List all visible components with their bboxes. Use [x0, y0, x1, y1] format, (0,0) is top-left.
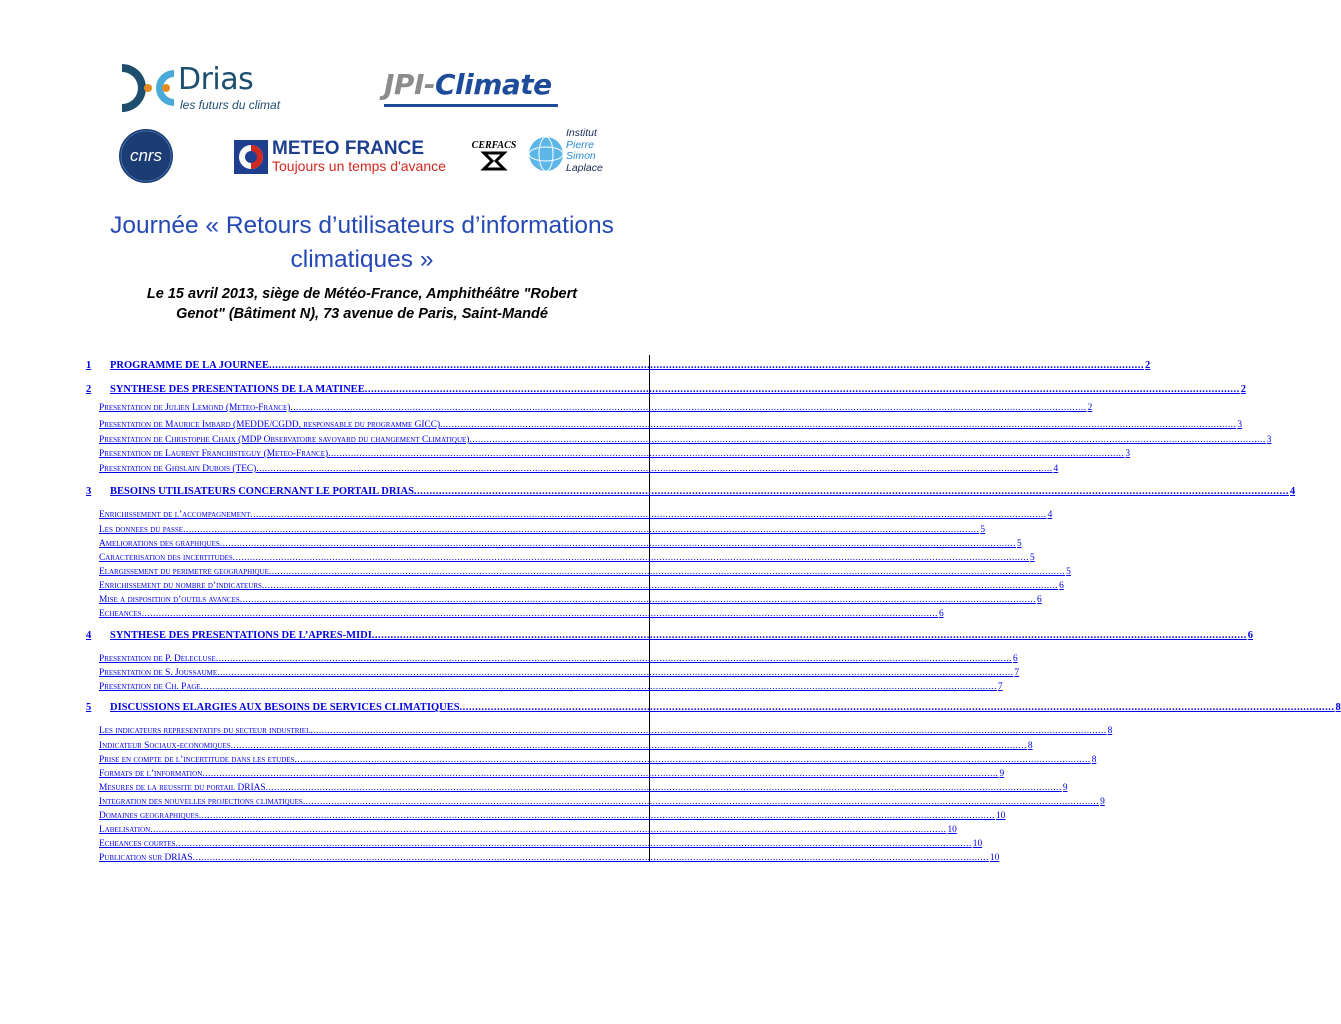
page-subtitle-line1: Le 15 avril 2013, siège de Météo-France, Amphithéâtre "Robert — [146, 286, 578, 302]
toc-section-number: 1 — [86, 360, 92, 371]
toc-subsection-link[interactable] — [86, 668, 1020, 678]
toc-dot-leader — [240, 595, 1036, 605]
toc-dot-leader — [303, 797, 1099, 807]
toc-subsection-link[interactable] — [86, 755, 1097, 765]
toc-page-number: 4 — [1047, 510, 1053, 520]
toc-subsection-link[interactable] — [86, 797, 1105, 807]
toc-subsection-link[interactable] — [86, 825, 957, 835]
toc-dot-leader — [269, 567, 1065, 577]
toc-dot-leader — [328, 449, 1124, 459]
toc-entry-title: Presentation de Maurice Imbard (MEDDE/CGDD, responsable du programme GICC) — [99, 420, 441, 430]
toc-dot-leader — [294, 755, 1090, 765]
toc-entry-title: Prise en compte de l’incertitude dans les etudes — [99, 755, 295, 765]
toc-dot-leader — [469, 435, 1265, 445]
toc-dot-leader — [220, 539, 1016, 549]
toc-page-number: 6 — [1059, 581, 1064, 591]
ipsl-logo — [528, 128, 624, 180]
toc-dot-leader — [262, 581, 1058, 591]
toc-section-number: 2 — [86, 384, 92, 395]
toc-subsection-link[interactable] — [86, 839, 983, 849]
toc-subsection-link[interactable] — [86, 783, 1068, 793]
drias-logo — [118, 60, 281, 116]
page-subtitle — [62, 284, 662, 324]
toc-subsection-link[interactable] — [86, 449, 1131, 459]
toc-page-number: 10 — [995, 811, 1006, 821]
toc-entry-title: Labelisation — [99, 825, 151, 835]
toc-entry-title: Mise a disposition d’outils avances — [99, 595, 240, 605]
toc-subsection-link[interactable] — [86, 403, 1093, 413]
toc-subsection-link[interactable] — [86, 654, 1018, 664]
toc-dot-leader — [269, 360, 1144, 371]
toc-page-number: 6 — [1013, 654, 1018, 664]
toc-subsection-link[interactable] — [86, 811, 1006, 821]
toc-entry-title: Domaines geographiques — [99, 811, 199, 821]
toc-subsection-link[interactable] — [86, 609, 944, 619]
toc-entry-title: Presentation de Ch. Page — [99, 682, 201, 692]
toc-dot-leader — [310, 726, 1106, 736]
toc-dot-leader — [266, 783, 1062, 793]
toc-dot-leader — [290, 403, 1086, 413]
toc-page-number: 9 — [1100, 797, 1105, 807]
toc-section-link[interactable] — [86, 384, 1246, 395]
toc-page-number: 6 — [1037, 595, 1042, 605]
toc-subsection-link[interactable] — [86, 853, 1000, 863]
toc-subsection-link[interactable] — [86, 525, 986, 535]
toc-dot-leader — [231, 741, 1027, 751]
toc-subsection-link[interactable] — [86, 553, 1035, 563]
toc-page-number: 9 — [1062, 783, 1068, 793]
toc-subsection-link[interactable] — [86, 682, 1003, 692]
toc-page-number: 2 — [1144, 360, 1151, 371]
page-title-line2: climatiques » — [290, 246, 434, 273]
drias-tagline: les futurs du climat — [180, 98, 281, 112]
toc-dot-leader — [150, 825, 946, 835]
toc-dot-leader — [193, 853, 989, 863]
toc-page-number: 3 — [1237, 420, 1243, 430]
toc-section-link[interactable] — [86, 630, 1254, 641]
toc-entry-title: Presentation de Laurent Franchisteguy (Meteo-France) — [99, 449, 329, 459]
toc-section-number: 3 — [86, 486, 92, 497]
toc-entry-title: Les indicateurs representatifs du secteur industriel — [99, 726, 311, 736]
toc-page-number: 7 — [997, 682, 1003, 692]
toc-entry-title: Echeances — [99, 609, 142, 619]
toc-entry-title: Presentation de Julien Lemond (Meteo-France) — [99, 403, 291, 413]
toc-dot-leader — [365, 384, 1240, 395]
toc-entry-title: Mesures de la reussite du portail DRIAS — [99, 783, 266, 793]
cnrs-emblem-icon — [118, 128, 174, 184]
toc-section-link[interactable] — [86, 486, 1296, 497]
toc-page-number: 8 — [1107, 726, 1113, 736]
page-title-line1: Journée « Retours d’utilisateurs d’informations — [110, 212, 614, 239]
toc-section-number: 5 — [86, 702, 92, 713]
drias-wordmark: Drias — [178, 62, 254, 97]
cerfacs-wordmark: CERFACS — [471, 140, 517, 151]
toc-entry-title: Elargissement du perimetre geographique — [99, 567, 269, 577]
meteo-france-name: METEO FRANCE — [272, 138, 424, 159]
toc-dot-leader — [183, 525, 979, 535]
toc-subsection-link[interactable] — [86, 435, 1272, 445]
toc-entry-title: Les donnees du passe — [99, 525, 184, 535]
jpi-climate-logo — [384, 68, 560, 108]
toc-dot-leader — [414, 486, 1289, 497]
cnrs-wordmark: cnrs — [129, 146, 163, 165]
toc-entry-title: Enrichissement de l’accompagnement — [99, 510, 251, 520]
toc-dot-leader — [256, 464, 1052, 474]
toc-subsection-link[interactable] — [86, 595, 1042, 605]
toc-section-link[interactable] — [86, 360, 1151, 371]
toc-page-number: 6 — [938, 609, 944, 619]
toc-dot-leader — [201, 682, 997, 692]
jpi-underline — [384, 104, 558, 107]
meteo-france-logo — [234, 138, 444, 178]
toc-page-number: 3 — [1266, 435, 1272, 445]
toc-page-number: 10 — [972, 839, 983, 849]
toc-entry-title: Presentation de P. Delecluse — [99, 654, 216, 664]
toc-dot-leader — [250, 510, 1046, 520]
toc-entry-title: Echeances courtes — [99, 839, 176, 849]
toc-entry-title: Caracterisation des incertitudes — [99, 553, 233, 563]
toc-page-number: 5 — [1066, 567, 1071, 577]
toc-dot-leader — [202, 769, 998, 779]
toc-dot-leader — [440, 420, 1236, 430]
toc-dot-leader — [199, 811, 995, 821]
toc-subsection-link[interactable] — [86, 581, 1064, 591]
toc-subsection-link[interactable] — [86, 510, 1053, 520]
toc-page-number: 5 — [980, 525, 986, 535]
toc-section-link[interactable] — [86, 702, 1341, 713]
toc-subsection-link[interactable] — [86, 726, 1113, 736]
toc-page-number: 9 — [999, 769, 1005, 779]
toc-entry-title: Ameliorations des graphiques — [99, 539, 220, 549]
toc-entry-title: Publication sur DRIAS — [99, 853, 193, 863]
meteo-france-slogan: Toujours un temps d'avance — [272, 158, 446, 174]
toc-subsection-link[interactable] — [86, 464, 1059, 474]
toc-dot-leader — [460, 702, 1335, 713]
toc-entry-title: DISCUSSIONS ELARGIES AUX BESOINS DE SERVICES CLIMATIQUES — [110, 702, 460, 713]
toc-page-number: 7 — [1014, 668, 1020, 678]
ipsl-globe-icon — [528, 136, 564, 172]
drias-mark-icon — [118, 60, 178, 116]
toc-page-number: 3 — [1125, 449, 1131, 459]
toc-dot-leader — [217, 668, 1013, 678]
toc-entry-title: Presentation de S. Joussaume — [99, 668, 218, 678]
toc-dot-leader — [176, 839, 972, 849]
toc-dot-leader — [372, 630, 1247, 641]
toc-page-number: 2 — [1240, 384, 1246, 395]
cerfacs-logo — [471, 133, 517, 177]
toc-entry-title: PROGRAMME DE LA JOURNEE — [110, 360, 269, 371]
toc-page-number: 8 — [1091, 755, 1097, 765]
cnrs-logo — [118, 128, 174, 184]
jpi-word: Climate — [434, 68, 552, 101]
toc-subsection-link[interactable] — [86, 420, 1243, 430]
ipsl-wordmark: Institut Pierre Simon Laplace — [566, 127, 603, 174]
jpi-prefix: JPI- — [384, 68, 435, 101]
toc-entry-title: Presentation de Ghislain Dubois (TEC) — [99, 464, 257, 474]
toc-dot-leader — [233, 553, 1029, 563]
toc-page-number: 10 — [947, 825, 957, 835]
toc-entry-title: Integration des nouvelles projections climatiques — [99, 797, 303, 807]
toc-page-number: 6 — [1247, 630, 1254, 641]
toc-entry-title: Formats de l’information — [99, 769, 203, 779]
toc-page-number: 10 — [989, 853, 1000, 863]
page-subtitle-line2: Genot" (Bâtiment N), 73 avenue de Paris, Saint-Mandé — [176, 306, 548, 322]
toc-entry-title: Presentation de Christophe Chaix (MDP Observatoire savoyard du changement Climatique) — [99, 435, 470, 445]
page-title — [62, 209, 662, 277]
toc-section-number: 4 — [86, 630, 92, 641]
toc-entry-title: Enrichissement du nombre d’indicateurs — [99, 581, 262, 591]
toc-entry-title: Indicateur Sociaux-economiques — [99, 741, 231, 751]
meteo-france-emblem-icon — [234, 140, 268, 174]
toc-subsection-link[interactable] — [86, 769, 1005, 779]
toc-page-number: 5 — [1017, 539, 1022, 549]
toc-dot-leader — [216, 654, 1012, 664]
toc-page-number: 8 — [1027, 741, 1033, 751]
toc-page-number: 4 — [1289, 486, 1296, 497]
toc-subsection-link[interactable] — [86, 539, 1022, 549]
toc-entry-title: BESOINS UTILISATEURS CONCERNANT LE PORTAIL DRIAS — [110, 486, 414, 497]
toc-page-number: 2 — [1087, 403, 1093, 413]
toc-page-number: 4 — [1053, 464, 1059, 474]
toc-page-number: 5 — [1030, 553, 1035, 563]
cerfacs-emblem-icon — [471, 133, 517, 177]
toc-page-number: 8 — [1335, 702, 1341, 713]
toc-entry-title: SYNTHESE DES PRESENTATIONS DE LA MATINEE — [110, 384, 365, 395]
toc-dot-leader — [142, 609, 938, 619]
toc-subsection-link[interactable] — [86, 567, 1071, 577]
toc-subsection-link[interactable] — [86, 741, 1033, 751]
toc-entry-title: SYNTHESE DES PRESENTATIONS DE L’APRES-MIDI — [110, 630, 372, 641]
